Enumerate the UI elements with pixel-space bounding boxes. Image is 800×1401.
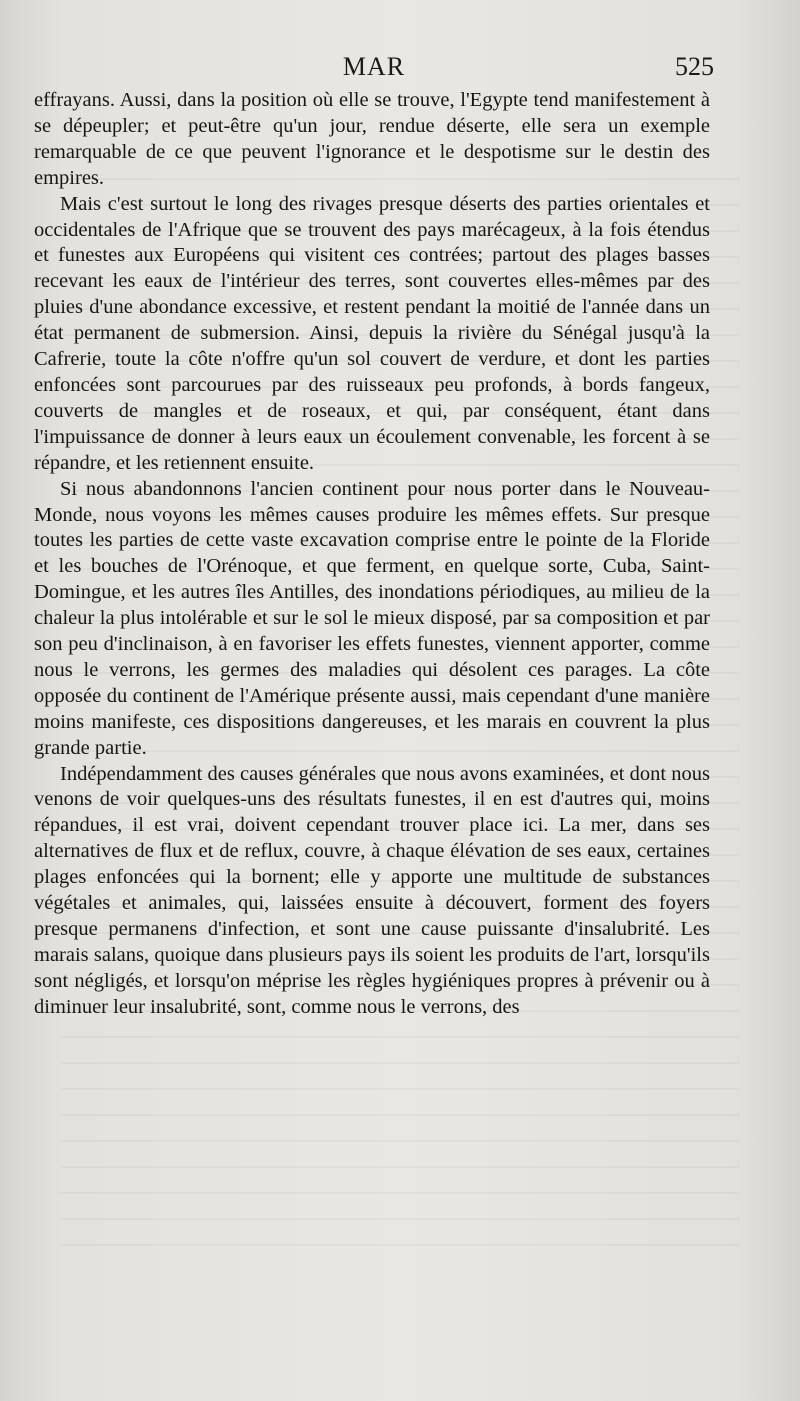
page-number: 525 xyxy=(675,52,714,81)
paragraph-1: effrayans. Aussi, dans la position où elle se trouve, l'Egypte tend manifestement à se dépeupler; et peut-être qu'un jour, rendue déserte, elle sera un exemple remarquable de ce que peuvent l'ignorance et le despotisme sur le destin des empires. xyxy=(34,89,710,189)
running-head xyxy=(34,52,714,88)
paragraph-3: Si nous abandonnons l'ancien continent pour nous porter dans le Nouveau-Monde, nous voyons les mêmes causes produire les mêmes effets. Sur presque toutes les parties de cette vaste excavation comprise entre le pointe de la Floride et les bouches de l'Orénoque, et que ferment, en quelque sorte, Cuba, Saint-Domingue, et les autres îles Antilles, des inondations périodiques, au milieu de la chaleur la plus intolérable et sur le sol le mieux disposé, par sa composition et par son peu d'inclinaison, à en favoriser les effets funestes, viennent apporter, comme nous le verrons, les germes des maladies qui désolent ces parages. La côte opposée du continent de l'Amérique présente aussi, mais cependant d'une manière moins manifeste, ces dispositions dangereuses, et les marais en couvrent la plus grande partie. xyxy=(34,477,710,759)
running-title: MAR xyxy=(342,52,406,81)
text-body xyxy=(34,88,710,1021)
paragraph-4: Indépendamment des causes générales que nous avons examinées, et dont nous venons de voir quelques-uns des résultats funestes, il en est d'autres qui, moins répandues, il est vrai, doivent cependant trouver place ici. La mer, dans ses alternatives de flux et de reflux, couvre, à chaque élévation de ses eaux, certaines plages enfoncées qui la bornent; elle y apporte une multitude de substances végétales et animales, qui, laissées ensuite à découvert, forment des foyers presque permanens d'infection, et sont une cause puissante d'insalubrité. Les marais salans, quoique dans plusieurs pays ils soient les produits de l'art, lorsqu'ils sont négligés, et lorsqu'on méprise les règles hygiéniques propres à prévenir ou à diminuer leur insalubrité, sont, comme nous le verrons, des xyxy=(34,762,710,1018)
paragraph-2: Mais c'est surtout le long des rivages presque déserts des parties orientales et occidentales de l'Afrique que se trouvent des pays marécageux, à la fois étendus et funestes aux Européens qui visitent ces contrées; partout des plages basses recevant les eaux de l'intérieur des terres, sont couvertes elles-mêmes par des pluies d'une abondance excessive, et restent pendant la moitié de l'année dans un état permanent de submersion. Ainsi, depuis la rivière du Sénégal jusqu'à la Cafrerie, toute la côte n'offre qu'un sol couvert de verdure, et dont les parties enfoncées sont parcourues par des ruisseaux peu profonds, à bords fangeux, couverts de mangles et de roseaux, et qui, par conséquent, étant dans l'impuissance de donner à leurs eaux un écoulement convenable, les forcent à se répandre, et les retiennent ensuite. xyxy=(34,192,710,474)
